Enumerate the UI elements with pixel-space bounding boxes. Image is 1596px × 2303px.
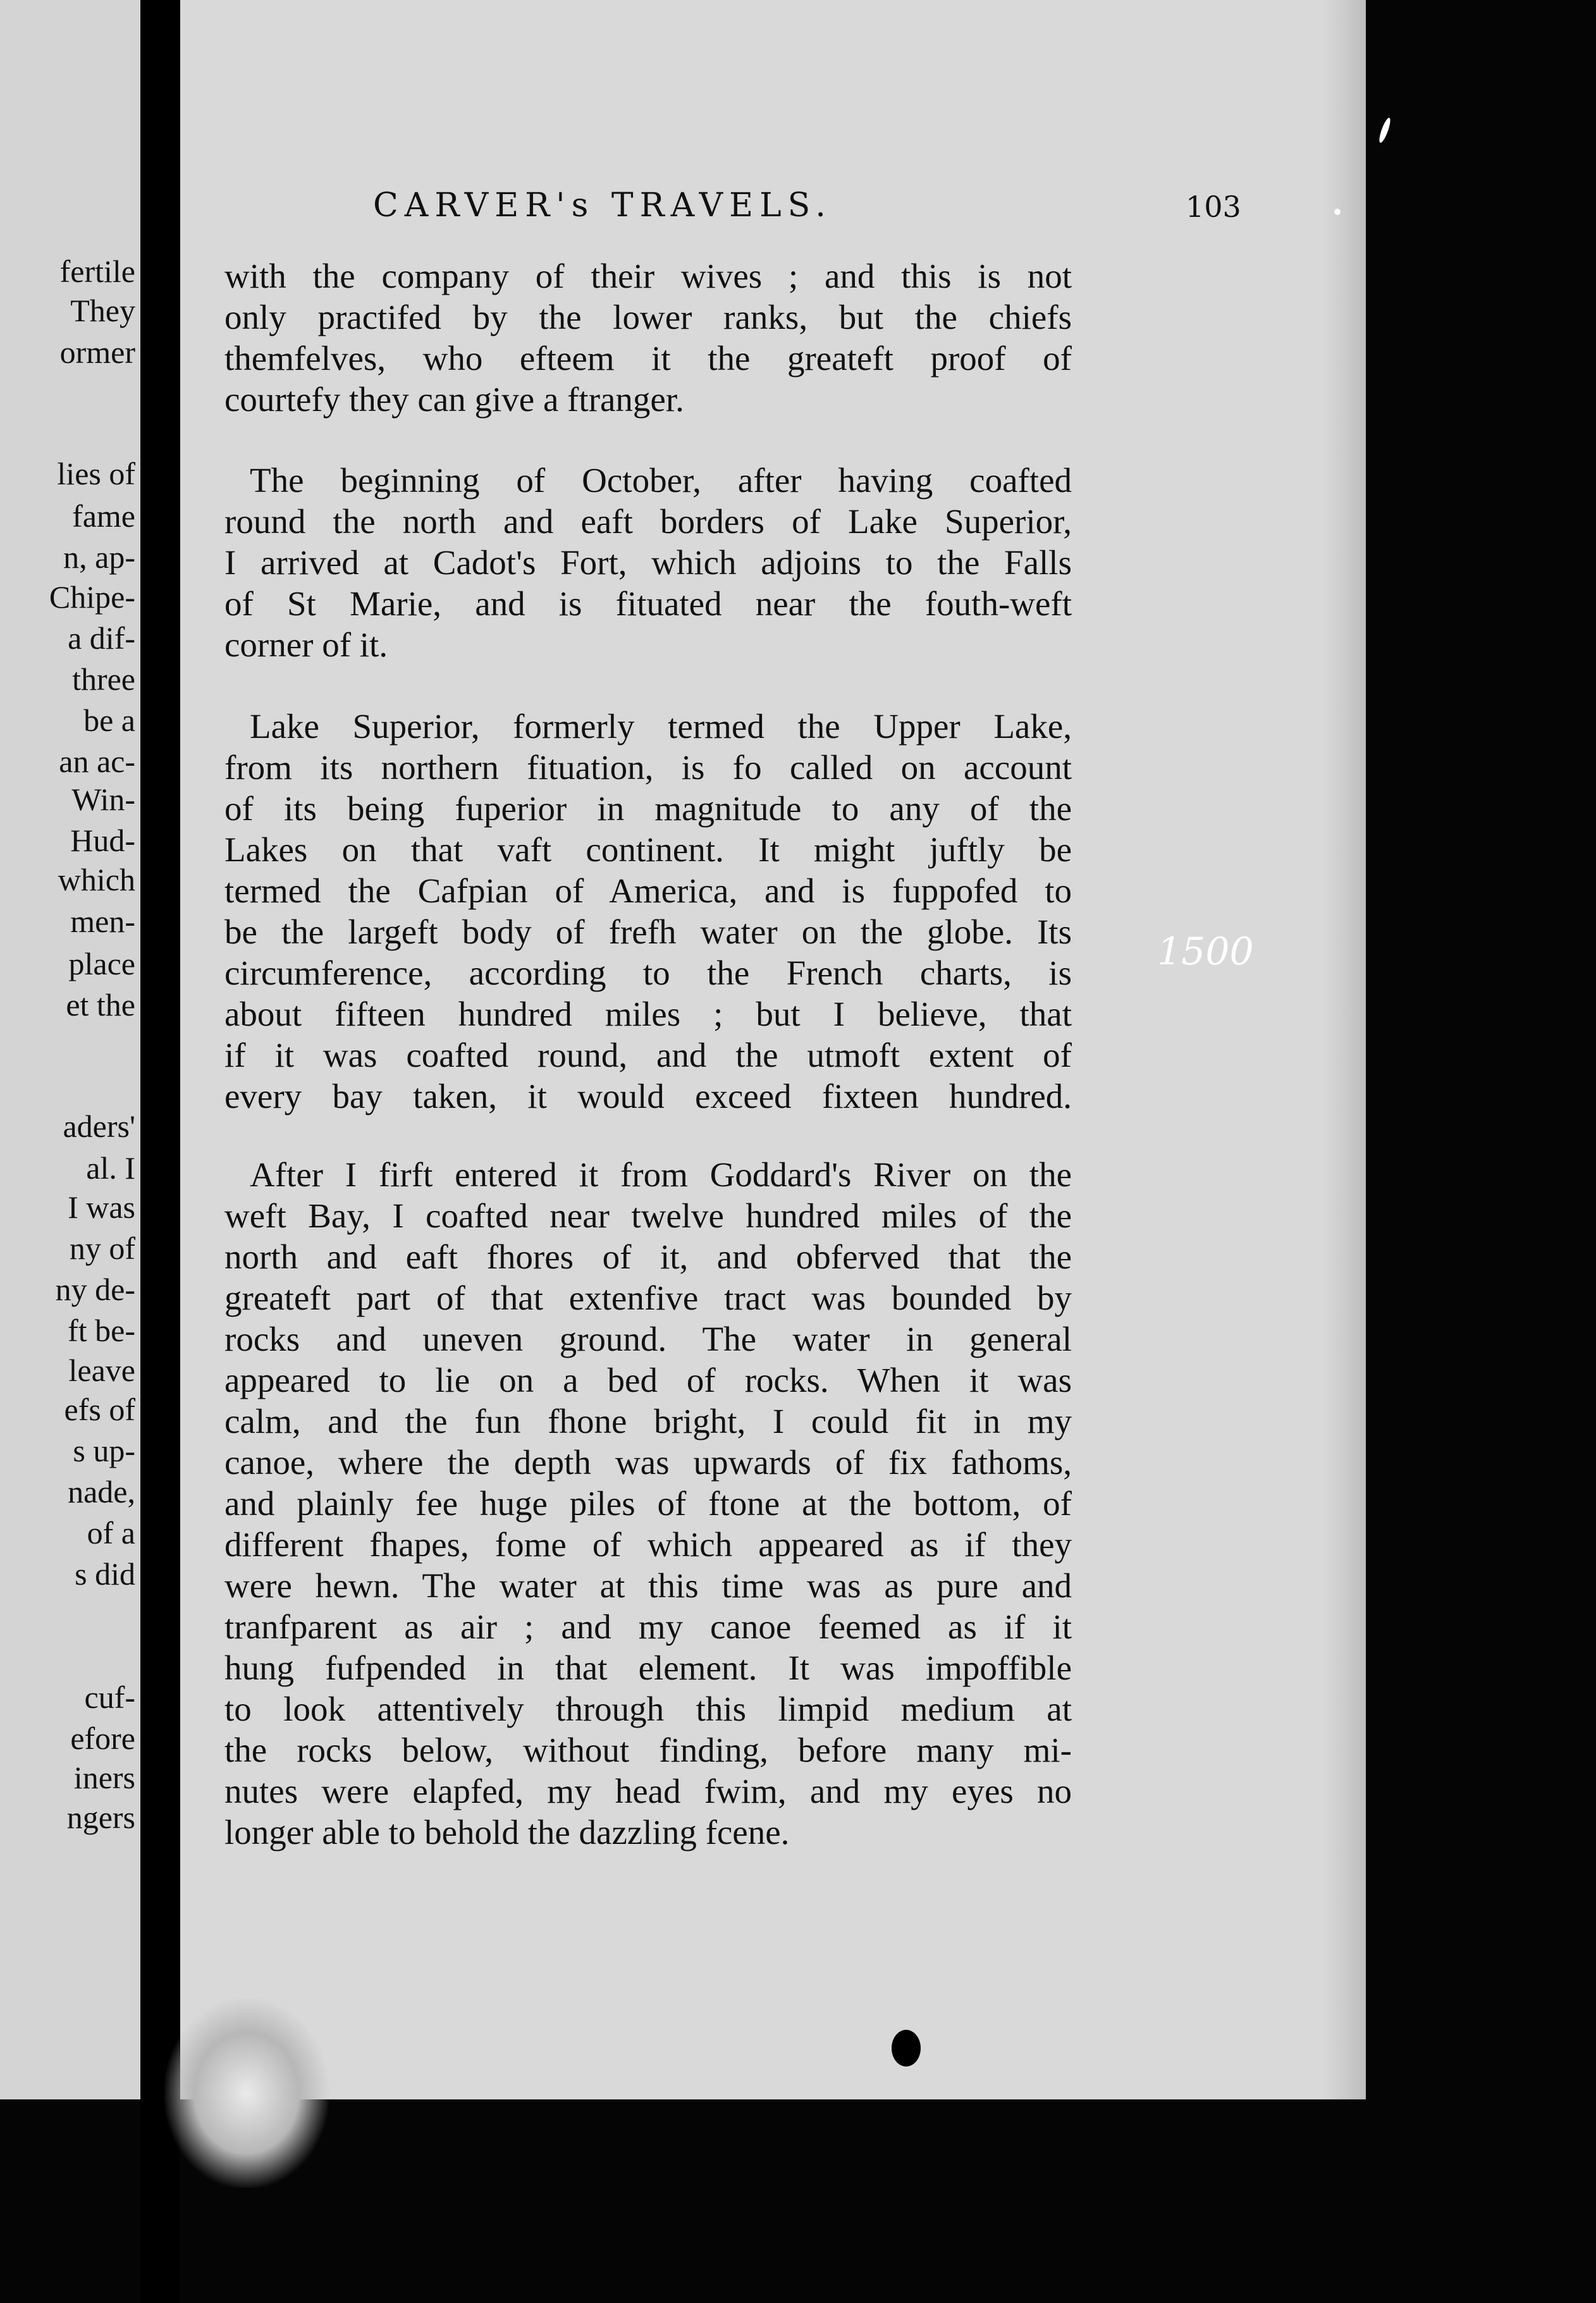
text-line: appeared to lie on a bed of rocks. When it was (224, 1361, 1072, 1399)
text-line: hung fufpended in that element. It was impoffible (224, 1649, 1072, 1687)
text-line: The beginning of October, after having coafted (250, 461, 1072, 500)
left-page-fragment: efs of (64, 1392, 135, 1427)
text-line: longer able to behold the dazzling fcene. (224, 1813, 790, 1852)
left-page-fragment: I was (68, 1189, 135, 1225)
text-line: of St Marie, and is fituated near the fouth-weft (224, 584, 1072, 623)
ink-spot (892, 2030, 921, 2067)
book-page (180, 0, 1366, 2099)
left-page-fragment: et the (66, 987, 135, 1023)
text-line: north and eaft fhores of it, and obferved that the (224, 1237, 1072, 1276)
text-line: if it was coafted round, and the utmoft extent of (224, 1036, 1072, 1074)
book-gutter (140, 0, 180, 2303)
text-line: to look attentively through this limpid medium at (224, 1690, 1072, 1728)
text-line: only practifed by the lower ranks, but the chiefs (224, 298, 1072, 336)
left-page-fragment: n, ap- (63, 539, 135, 575)
text-line: every bay taken, it would exceed fixteen hundred. (224, 1077, 1072, 1115)
text-line: rocks and uneven ground. The water in general (224, 1320, 1072, 1358)
page-edge (1322, 0, 1366, 2099)
text-line: be the largeft body of frefh water on the globe. Its (224, 912, 1072, 951)
text-line: round the north and eaft borders of Lake Superior, (224, 502, 1072, 541)
left-page-fragment: men- (70, 904, 135, 939)
left-page-fragment: ngers (66, 1800, 135, 1835)
left-page-fragment: nade, (68, 1474, 135, 1509)
left-page-fragment: lies of (57, 456, 135, 491)
scan-blot (164, 1998, 329, 2188)
text-line: nutes were elapfed, my head fwim, and my eyes no (224, 1772, 1072, 1810)
left-page-fragment: cuf- (84, 1680, 135, 1715)
text-line: circumference, according to the French charts, is (224, 954, 1072, 992)
text-line: were hewn. The water at this time was as pure and (224, 1566, 1072, 1605)
left-page-fragment: al. I (86, 1150, 135, 1186)
text-line: greateft part of that extenfive tract was bounded by (224, 1279, 1072, 1317)
left-page-fragment: ny of (69, 1231, 135, 1266)
left-page-fragment: fertile (59, 254, 135, 289)
left-page-fragment: a dif- (68, 620, 135, 656)
running-head: CARVER's TRAVELS. (373, 187, 832, 224)
scan-speck (1377, 117, 1392, 144)
text-line: Lake Superior, formerly termed the Upper Lake, (250, 707, 1072, 746)
text-line: the rocks below, without finding, before many mi- (224, 1731, 1072, 1769)
scan-speck (1334, 209, 1341, 215)
left-page-fragment: ny de- (55, 1272, 135, 1307)
left-page-fragment: ft be- (68, 1313, 135, 1348)
left-page-fragment: efore (70, 1721, 135, 1756)
text-line: with the company of their wives ; and this is not (224, 257, 1072, 295)
text-line: I arrived at Cadot's Fort, which adjoins to the Falls (224, 543, 1072, 582)
left-page-fragment: s up- (73, 1433, 135, 1468)
text-line: about fifteen hundred miles ; but I believe, that (224, 995, 1072, 1033)
left-page-fragment: iners (73, 1760, 135, 1795)
left-page-fragment: fame (72, 498, 135, 534)
left-page-fragment: an ac- (59, 744, 135, 779)
text-line: After I firft entered it from Goddard's River on the (250, 1155, 1072, 1194)
left-facing-page (0, 0, 140, 2099)
text-line: themfelves, who efteem it the greateft proof of (224, 339, 1072, 378)
left-page-fragment: aders' (63, 1109, 135, 1144)
text-line: and plainly fee huge piles of ftone at the bottom, of (224, 1484, 1072, 1523)
left-page-fragment: Chipe- (49, 579, 135, 615)
left-page-fragment: leave (68, 1353, 135, 1388)
left-page-fragment: Hud- (70, 823, 135, 858)
text-line: of its being fuperior in magnitude to any of the (224, 789, 1072, 828)
text-line: from its northern fituation, is fo called on account (224, 748, 1072, 787)
left-page-fragment: s did (75, 1556, 135, 1592)
text-line: weft Bay, I coafted near twelve hundred miles of the (224, 1196, 1072, 1235)
left-page-fragment: They (70, 293, 135, 328)
left-page-fragment: Win- (71, 782, 135, 817)
text-line: calm, and the fun fhone bright, I could fit in my (224, 1402, 1072, 1440)
handwritten-margin-note: 1500 (1157, 930, 1254, 974)
left-page-fragment: be a (83, 703, 135, 738)
text-line: tranfparent as air ; and my canoe feemed as if it (224, 1607, 1072, 1646)
left-page-fragment: of a (87, 1515, 135, 1551)
left-page-fragment: three (72, 661, 135, 697)
left-page-fragment: ormer (59, 335, 135, 370)
text-line: Lakes on that vaft continent. It might juftly be (224, 830, 1072, 869)
text-line: corner of it. (224, 625, 388, 664)
left-page-fragment: which (58, 862, 135, 897)
text-line: courtefy they can give a ftranger. (224, 380, 684, 419)
text-line: termed the Cafpian of America, and is fuppofed to (224, 871, 1072, 910)
text-line: canoe, where the depth was upwards of fix fathoms, (224, 1443, 1072, 1482)
left-page-fragment: place (68, 946, 135, 981)
text-line: different fhapes, fome of which appeared as if they (224, 1525, 1072, 1564)
page-number: 103 (1186, 190, 1241, 224)
